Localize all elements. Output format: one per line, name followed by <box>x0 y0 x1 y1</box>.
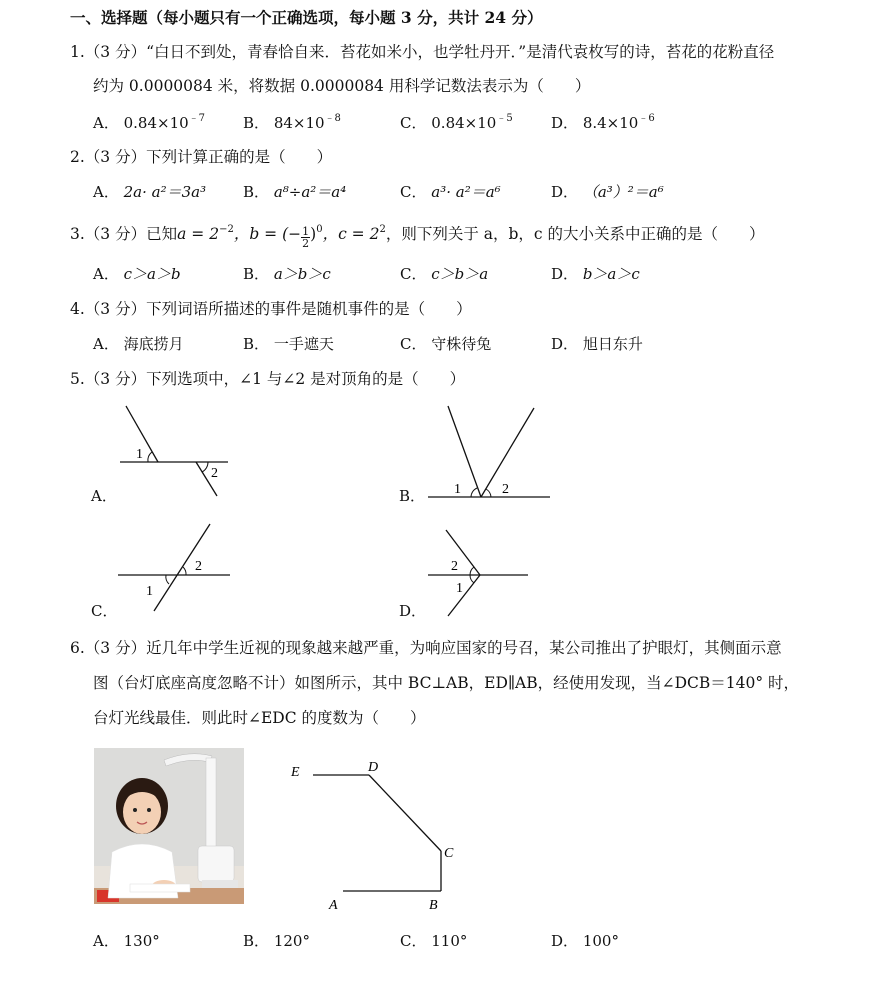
question-4-stem: 4.（3 分）下列词语所描述的事件是随机事件的是（ ） <box>70 300 472 318</box>
question-5-stem: 5.（3 分）下列选项中，∠1 与∠2 是对顶角的是（ ） <box>70 370 466 388</box>
q6-option-d[interactable]: D． 100° <box>551 932 619 950</box>
q3-option-c[interactable]: C． c＞b＞a <box>400 265 489 283</box>
q3-option-a[interactable]: A． c＞a＞b <box>93 265 181 283</box>
question-6-stem-cont2: 台灯光线最佳．则此时∠EDC 的度数为（ ） <box>93 709 426 727</box>
q3-option-b[interactable]: B． a＞b＞c <box>243 265 331 283</box>
q4-option-b[interactable]: B． 一手遮天 <box>243 335 334 353</box>
q1-option-d[interactable]: D． $8.4\times 10^{﹣6}$ <box>551 113 655 132</box>
q5-option-c-letter[interactable]: C． <box>91 602 118 620</box>
svg-text:A: A <box>329 898 338 913</box>
q1-option-a[interactable]: A． $0.84\times 10^{﹣7}$ <box>93 113 206 132</box>
q6-option-c[interactable]: C． 110° <box>400 932 468 950</box>
q4-option-a[interactable]: A． 海底捞月 <box>93 335 184 353</box>
q3-option-d[interactable]: D． b＞a＞c <box>551 265 640 283</box>
q5-figure-c[interactable] <box>110 518 240 618</box>
q2-option-a[interactable]: A． 2a· a²＝3a³ <box>93 183 207 201</box>
svg-text:1: 1 <box>136 447 143 462</box>
q3-expr-a: a = 2 <box>177 225 220 243</box>
desk-lamp-photo <box>94 748 244 904</box>
svg-text:1: 1 <box>146 584 153 599</box>
q2-option-d[interactable]: D． （a³）²＝a⁶ <box>551 183 664 201</box>
svg-text:2: 2 <box>195 559 202 574</box>
q4-option-c[interactable]: C． 守株待兔 <box>400 335 492 353</box>
question-3-stem: 3.（3 分）已知$a = 2^{-2}$，b = (− $\frac{1}{2}$ )$^0$，$c = 2^2$，则下列关于 a，b，c 的大小关系中正确的是（ ） <box>70 224 765 250</box>
question-6-stem-cont: 图（台灯底座高度忽略不计）如图所示，其中 BC⊥AB，ED∥AB，经使用发现，当∠DCB＝140° 时， <box>93 674 800 692</box>
question-6-stem: 6.（3 分）近几年中学生近视的现象越来越严重，为响应国家的号召，某公司推出了护眼灯，其侧面示意 <box>70 639 782 657</box>
q3-expr-b: ，b = (− <box>233 225 302 243</box>
svg-text:1: 1 <box>454 482 461 497</box>
q2-option-b[interactable]: B． a⁸÷a²＝a⁴ <box>243 183 347 201</box>
svg-text:2: 2 <box>451 559 458 574</box>
q2-option-c[interactable]: C． a³· a²＝a⁶ <box>400 183 501 201</box>
svg-text:C: C <box>444 846 454 861</box>
q1-option-b[interactable]: B． $84\times 10^{﹣8}$ <box>243 113 341 132</box>
q5-figure-d[interactable] <box>420 518 550 618</box>
q5-option-d-letter[interactable]: D． <box>399 602 427 620</box>
q5-figure-a[interactable] <box>110 400 240 505</box>
q3-expr-c: ，c = 2 <box>322 225 380 243</box>
q6-option-a[interactable]: A． 130° <box>93 932 160 950</box>
q5-figure-b[interactable] <box>420 400 560 505</box>
question-score: （3 分） <box>84 43 147 61</box>
svg-text:1: 1 <box>456 581 463 596</box>
svg-text:B: B <box>429 898 438 913</box>
question-1-stem-cont: 约为 0.0000084 米，将数据 0.0000084 用科学记数法表示为（ ） <box>93 77 591 95</box>
question-number: 1. <box>70 43 85 61</box>
q3-fraction: $\frac{1}{2}$ <box>302 225 310 250</box>
q5-option-b-letter[interactable]: B． <box>399 487 426 505</box>
section-title: 一、选择题（每小题只有一个正确选项，每小题 3 分，共计 24 分） <box>70 8 543 27</box>
svg-text:2: 2 <box>211 466 218 481</box>
svg-text:2: 2 <box>502 482 509 497</box>
question-2-stem: 2.（3 分）下列计算正确的是（ ） <box>70 148 333 166</box>
q1-option-c[interactable]: C． $0.84\times 10^{﹣5}$ <box>400 113 513 132</box>
q5-option-a-letter[interactable]: A． <box>91 487 117 505</box>
q6-option-b[interactable]: B． 120° <box>243 932 310 950</box>
svg-text:E: E <box>291 765 300 780</box>
lamp-geometry-figure <box>285 755 465 915</box>
svg-text:D: D <box>368 760 379 775</box>
question-1-stem: 1.（3 分）“白日不到处，青春恰自来．苔花如米小，也学牡丹开．”是清代袁枚写的诗，苔花的花粉直径 <box>70 43 775 61</box>
q4-option-d[interactable]: D． 旭日东升 <box>551 335 643 353</box>
